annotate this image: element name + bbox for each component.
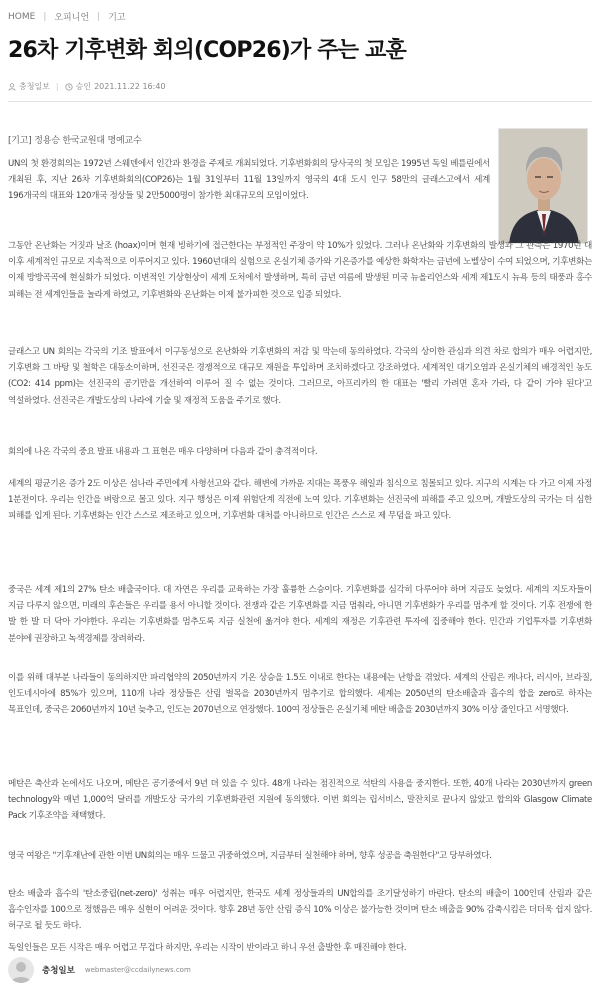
- article-byline: [기고] 정용승 한국교원대 명예교수: [8, 136, 142, 146]
- header-divider: [8, 101, 592, 102]
- article-author[interactable]: 충청일보: [19, 82, 50, 91]
- article-paragraph: 회의에 나온 각국의 중요 발표 내용과 그 표현은 매우 다양하며 다음과 같이 충격적이다.: [8, 447, 318, 457]
- footer-author-name[interactable]: 충청일보: [42, 966, 75, 976]
- approved-label: 승인: [75, 82, 92, 91]
- article-meta: [8, 81, 166, 92]
- author-portrait: [498, 128, 588, 244]
- article-paragraph: 메탄은 축산과 논에서도 나오며, 메탄은 공기중에서 9년 뎌 있을 수 있다. 48개 나라는 점진적으로 석탄의 사용을 중지한다. 또한, 40개 나라는 2030년까지 green technology와 매년 1,000억 달러를 개발도상 국가의 기후변화관련 지원에 동의했다. 이번 회의는 립서비스, 말잔치로 끝나지 않았고 합의와 Glasgow Climate Pack 기후조약을 채택했다.: [8, 779, 592, 822]
- article-paragraph: 탄소 배출과 흡수의 '탄소중립(net-zero)' 성취는 매우 어렵지만, 한국도 세계 정상들과의 UN합의를 조기달성하기 바란다. 탄소의 배출이 100인데 산림과 같은 흡수인자를 100으로 정했음은 매우 실현이 어려운 것이다. 향후 28년 동안 산림 증식 10% 이상은 불가능한 것이며 탄소 배출을 90% 감축시킴은 더더욱 쉽지 않다. 허구로 될 듯도 하다.: [8, 889, 592, 932]
- footer-author-email[interactable]: webmaster@ccdailynews.com: [84, 966, 191, 974]
- author-footer: [8, 957, 191, 983]
- article-paragraph: 독일인들은 모든 시작은 매우 어렵고 무겁다 하지만, 우리는 시작이 반이라고 하니 우선 출발한 후 매진해야 한다.: [8, 943, 407, 953]
- breadcrumb-separator: |: [43, 11, 47, 22]
- article-paragraph: 영국 여왕은 "기후재난에 관한 이번 UN회의는 매우 드물고 귀중하였으며, 지금부터 실천해야 하며, 향후 성공을 축원한다"고 당부하였다.: [8, 851, 492, 861]
- approved-date: 2021.11.22 16:40: [94, 82, 166, 91]
- page-title: 26차 기후변화 회의(COP26)가 주는 교훈: [8, 38, 406, 63]
- article-paragraph: 그동안 온난화는 거짓과 날조 (hoax)이며 현재 빙하기에 접근한다는 부정적인 주장이 약 10%가 있었다. 그러나 온난화와 기후변화의 발생과 그 관측은 1970년 대 이후 세계적인 규모로 지속적으로 이루어지고 있다. 1960년대의 실험으로 온실기체 증가와 기온증가를 예상한 화학자는 금년에 노벨상이 수여 되었으며, 기후변화는 이제 방방곡곡에 현실화가 되었다. 이변적인 기상현상이 세계 도처에서 발생하며, 특히 금년 여름에 발생된 미국 뉴올리언스와 세계 제1도시 뉴욕 등의 태풍과 홍수 피해는 전 세계인들을 놀라게 하였고, 기후변화와 온난화는 이제 불가피한 것으로 입증 되었다.: [8, 241, 592, 300]
- article-paragraph: 중국은 세계 제1의 27% 탄소 배출국이다. 대 자연은 우리를 교육하는 가장 훌륭한 스승이다. 기후변화를 심각히 다루어야 하며 지금도 늦었다. 세계의 지도자들이 지금 다루지 않으면, 미래의 후손들은 우리를 용서 아니할 것이다. 전쟁과 같은 기후변화를 지금 멈춰라, 아니면 기후변화가 우리를 멈추게 할 것이다. 기후 전쟁에 한 발 한 발 더 닥아 가야한다. 우리는 기후변화를 멈추도록 지금 실천에 옮겨야 한다. 세계의 재정은 기후관련 투자에 집중해야 한다. 민간과 기업투자를 기후변화 분야에 권장하고 녹색경제를 장려하라.: [8, 585, 592, 644]
- meta-divider: |: [55, 82, 59, 91]
- breadcrumb-subsection[interactable]: 기고: [108, 13, 126, 23]
- breadcrumb-separator: |: [97, 11, 101, 22]
- breadcrumb-home[interactable]: HOME: [8, 11, 36, 22]
- article-paragraph: UN의 첫 환경회의는 1972년 스웨덴에서 인간과 환경을 주제로 개최되었다. 기후변화회의 당사국의 첫 모임은 1995년 독일 베를린에서 개최된 후, 지난 26차 기후변화회의(COP26)는 1월 31일부터 11월 13일까지 영국의 4대 도시 인구 58만의 글래스고에서 세계 196개국의 대표와 120개국 정상들 및 2만5000명이 참가한 최대규모의 모임이었다.: [8, 159, 490, 202]
- breadcrumb: [8, 10, 126, 23]
- article-paragraph: 글래스고 UN 회의는 각국의 기조 발표에서 이구동성으로 온난화와 기후변화의 저감 및 막는데 동의하였다. 각국의 상이한 관심과 의견 차로 합의가 매우 어렵지만, 기후변화 그 바탕 및 철학은 대동소이하며, 선진국은 경쟁적으로 대규모 재원을 투입하며 조치하겠다고 강조하였다. 세계적인 대기오염과 온실기체의 배경적인 농도 (CO2: 414 ppm)는 선진국의 공기만을 개선하여 이루어 질 수 없는 것이다. 그러므로, 아프리카의 한 대표는 '빨리 가려면 혼자 가라, 다 같이 가야 된다'고 역설하였다. 선진국은 개발도상의 나라에 기술 및 재정적 도움을 주기로 했다.: [8, 347, 592, 406]
- person-icon: [8, 83, 16, 91]
- clock-icon: [65, 83, 73, 91]
- avatar: [8, 957, 34, 983]
- article-paragraph: 세계의 평균기온 증가 2도 이상은 섬나라 주민에게 사형선고와 같다. 해변에 가까운 지대는 폭풍우 해일과 침식으로 침몰되고 있다. 지구의 시계는 다 가고 이제 자정 1분전이다. 우리는 인간을 벼랑으로 몰고 있다. 지구 행성은 이제 위험단계 직전에 노여 있다. 기후변화는 선진국에 피해를 주고 있으며, 개발도상의 국가는 더 심한 피해를 입게 된다. 기후변화는 인간 스스로 제조하고 있으며, 기후변화 대처를 아니하므로 인간은 스스로 제 무덤을 파고 있다.: [8, 479, 592, 522]
- article-paragraph: 이를 위해 대부분 나라들이 동의하지만 파리협약의 2050년까지 기온 상승을 1.5도 이내로 한다는 내용에는 난항을 겪었다. 세계의 산림은 캐나다, 러시아, 브라질, 인도네시아에 85%가 있으며, 110개 나라 정상들은 산림 벌목을 2030년까지 멈추기로 합의했다. 세계는 2050년의 탄소배출과 흡수의 합을 zero로 하자는 목표인데, 중국은 2060년까지 10년 늦추고, 인도는 2070년으로 연장했다. 100여 정상들은 온실기체 메탄 배출을 2030년까지 30% 이상 줄인다고 서명했다.: [8, 673, 592, 716]
- breadcrumb-section[interactable]: 오피니언: [54, 13, 90, 23]
